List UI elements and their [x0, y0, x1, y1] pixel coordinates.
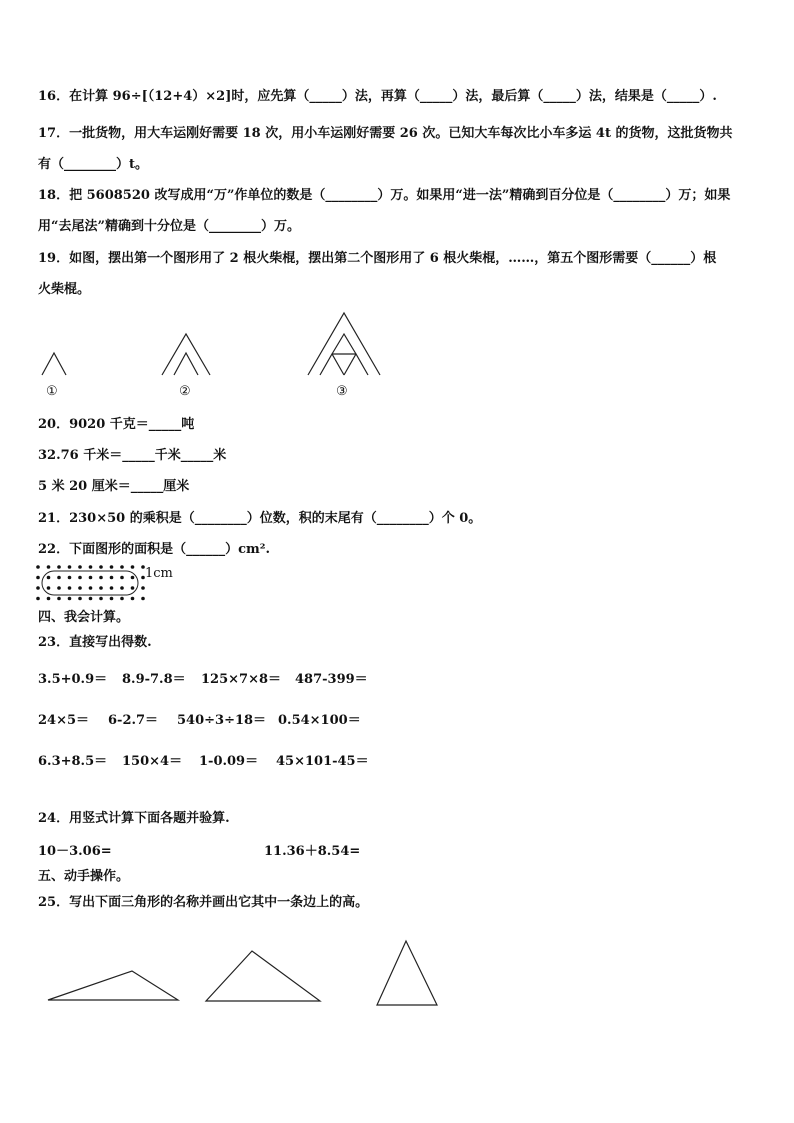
triangle-right-ish	[206, 951, 320, 1001]
grid-dot	[68, 586, 72, 590]
calc-item: 487-399＝	[295, 672, 368, 687]
grid-dot	[78, 597, 82, 601]
question-18-line-2: 用“去尾法”精确到十分位是（________）万。	[38, 219, 300, 234]
grid-dot	[110, 586, 114, 590]
grid-dot	[110, 597, 114, 601]
grid-dot	[99, 597, 103, 601]
calc-item: 125×7×8＝	[201, 672, 282, 687]
grid-dot	[36, 597, 40, 601]
vertical-calc-item: 11.36＋8.54=	[264, 844, 361, 859]
question-20-line-3: 5 米 20 厘米＝_____厘米	[38, 479, 190, 494]
grid-dot	[47, 565, 51, 569]
question-19-line-2: 火柴棍。	[38, 282, 91, 297]
grid-dot	[120, 597, 124, 601]
calc-row-1	[38, 671, 438, 689]
matchstick-figure-2	[162, 334, 210, 375]
grid-dot	[89, 597, 93, 601]
vertical-calc-item: 10－3.06=	[38, 844, 112, 859]
dot-grid-figure	[34, 563, 154, 605]
grid-dot	[47, 586, 51, 590]
grid-dot	[141, 597, 145, 601]
grid-dot	[57, 565, 61, 569]
grid-dot	[68, 565, 72, 569]
grid-dot	[36, 576, 40, 580]
calc-item: 8.9-7.8＝	[122, 672, 186, 687]
question-17-line-2: 有（________）t。	[38, 157, 149, 172]
calc-item: 6-2.7＝	[108, 713, 159, 728]
unit-label: 1cm	[145, 566, 173, 581]
question-16: 16．在计算 96÷[（12+4）×2]时，应先算（_____）法，再算（_____）法，最后算（_____）法，结果是（_____）.	[38, 89, 717, 104]
triangle-acute	[377, 941, 437, 1005]
grid-dot	[78, 565, 82, 569]
triangle-obtuse	[48, 971, 178, 1000]
grid-dot	[131, 576, 135, 580]
matchstick-figures	[30, 308, 390, 380]
calc-item: 150×4＝	[122, 754, 183, 769]
calc-row-2	[38, 712, 438, 730]
grid-dot	[57, 586, 61, 590]
grid-dot	[99, 586, 103, 590]
question-18-line-1: 18．把 5608520 改写成用“万”作单位的数是（________）万。如果用“进一法”精确到百分位是（________）万；如果	[38, 188, 731, 203]
question-20-line-2: 32.76 千米＝_____千米_____米	[38, 448, 227, 463]
vertical-calc-row	[38, 843, 438, 861]
triangles-figure	[40, 935, 450, 1010]
calc-item: 0.54×100＝	[278, 713, 361, 728]
grid-dot	[68, 576, 72, 580]
question-23: 23．直接写出得数.	[38, 635, 152, 650]
grid-dot	[110, 576, 114, 580]
grid-dot	[141, 586, 145, 590]
section-4-title: 四、我会计算。	[38, 610, 130, 625]
calc-item: 1-0.09＝	[199, 754, 259, 769]
grid-dot	[89, 576, 93, 580]
grid-dot	[120, 586, 124, 590]
grid-dot	[57, 597, 61, 601]
grid-dot	[89, 565, 93, 569]
grid-dot	[131, 597, 135, 601]
calc-item: 6.3+8.5＝	[38, 754, 108, 769]
calc-item: 3.5+0.9＝	[38, 672, 108, 687]
figure-label-3: ③	[336, 384, 348, 399]
matchstick-figure-1	[42, 353, 66, 375]
question-25: 25．写出下面三角形的名称并画出它其中一条边上的高。	[38, 895, 369, 910]
calc-row-3	[38, 753, 438, 771]
grid-dot	[99, 565, 103, 569]
grid-dot	[47, 597, 51, 601]
grid-dot	[36, 586, 40, 590]
grid-dot	[89, 586, 93, 590]
question-24: 24．用竖式计算下面各题并验算.	[38, 811, 230, 826]
grid-dot	[120, 565, 124, 569]
figure-label-2: ②	[179, 384, 191, 399]
question-20-line-1: 20．9020 千克＝_____吨	[38, 417, 195, 432]
grid-dot	[78, 576, 82, 580]
figure-label-1: ①	[46, 384, 58, 399]
grid-dot	[110, 565, 114, 569]
grid-dot	[78, 586, 82, 590]
grid-dot	[47, 576, 51, 580]
grid-dot	[120, 576, 124, 580]
grid-dot	[36, 565, 40, 569]
question-17-line-1: 17．一批货物，用大车运刚好需要 18 次，用小车运刚好需要 26 次。已知大车每次比小车多运 4t 的货物，这批货物共	[38, 126, 733, 141]
question-19-line-1: 19．如图，摆出第一个图形用了 2 根火柴棍，摆出第二个图形用了 6 根火柴棍，……，第五个图形需要（______）根	[38, 251, 717, 266]
calc-item: 24×5＝	[38, 713, 90, 728]
question-22: 22．下面图形的面积是（______）cm².	[38, 542, 270, 557]
grid-dot	[131, 586, 135, 590]
calc-item: 45×101-45＝	[276, 754, 369, 769]
question-21: 21．230×50 的乘积是（________）位数，积的末尾有（________）个 0。	[38, 511, 482, 526]
grid-dot	[68, 597, 72, 601]
section-5-title: 五、动手操作。	[38, 869, 130, 884]
matchstick-figure-3	[308, 313, 380, 375]
grid-dot	[131, 565, 135, 569]
grid-dot	[57, 576, 61, 580]
calc-item: 540÷3÷18＝	[177, 713, 267, 728]
grid-dot	[99, 576, 103, 580]
area-shape	[42, 571, 138, 595]
